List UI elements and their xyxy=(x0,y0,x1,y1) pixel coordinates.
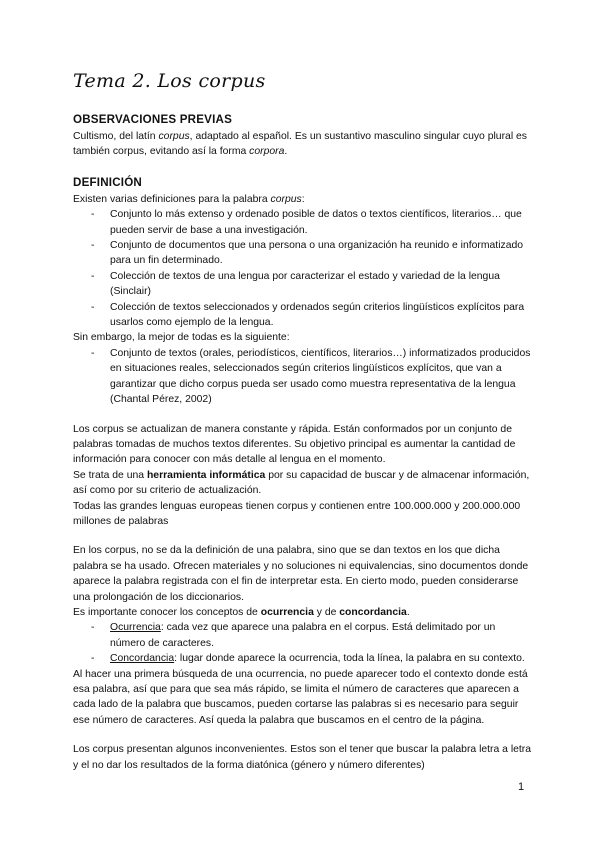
bold-term: ocurrencia xyxy=(260,606,314,618)
page-title: Tema 2. Los corpus xyxy=(73,70,266,92)
list-item: - Conjunto lo más extenso y ordenado posible de datos o textos científicos, literarios… que pueden servir de base a una investigación. xyxy=(73,207,533,238)
better-definition-intro: Sin embargo, la mejor de todas es la siguiente: xyxy=(73,332,290,344)
text-run: y de xyxy=(313,606,340,618)
underlined-term: Ocurrencia xyxy=(110,622,161,634)
italic-term: corpora xyxy=(249,146,285,158)
text-run: Cultismo, del latín xyxy=(73,131,159,142)
paragraph: Al hacer una primera búsqueda de una ocurrencia, no puede aparecer todo el contexto donde está esa palabra, así que para que sea más rápido, se limita el número de caracteres que aparecen a cada lado de la palabra que buscamos, pueden cortarse las palabras si es necesario para seguir ese número de caracteres. Así queda la palabra que buscamos en el centro de la página. xyxy=(73,668,528,726)
list-item: - Conjunto de textos (orales, periodísticos, científicos, literarios…) informatizados producidos en situaciones reales, seleccionados según criterios lingüísticos explícitos, que van a garantizar que dicho corpus pueda ser usado como muestra representativa de la lengua (Chantal Pérez, 2002) xyxy=(73,346,533,408)
concept-list xyxy=(73,620,533,666)
text-run: Existen varias definiciones para la palabra xyxy=(73,193,271,205)
paragraph: En los corpus, no se da la definición de una palabra, sino que se dan textos en los que dicha palabra se ha usado. Ofrecen materiales y no soluciones ni equivalencias, sino documentos donde aparece la palabra registrada con el fin de interpretar esta. En cierto modo, pueden considerarse una prolongación de los diccionarios. xyxy=(73,545,529,603)
text-run: : lugar donde aparece la ocurrencia, toda la línea, la palabra en su contexto. xyxy=(174,653,525,665)
observaciones-paragraph xyxy=(73,129,533,160)
list-item: - Colección de textos seleccionados y ordenados según criterios lingüísticos explícitos para usarlos como ejemplo de la lengua. xyxy=(73,300,533,331)
bold-term: concordancia xyxy=(339,606,407,618)
paragraph: Los corpus presentan algunos inconvenientes. Estos son el tener que buscar la palabra letra a letra y el no dar los resultados de la forma diatónica (género y número diferentes) xyxy=(73,744,532,771)
paragraph xyxy=(73,605,533,620)
text-run: Es importante conocer los conceptos de xyxy=(73,606,261,618)
section-heading-observaciones: OBSERVACIONES PREVIAS xyxy=(73,113,233,126)
list-item: - Conjunto de documentos que una persona o una organización ha reunido e informatizado para un fin determinado. xyxy=(73,238,533,269)
page-number: 1 xyxy=(518,781,525,793)
text-run: . xyxy=(284,146,288,158)
list-item: - Colección de textos de una lengua por caracterizar el estado y variedad de la lengua (Sinclair) xyxy=(73,269,533,300)
underlined-term: Concordancia xyxy=(110,653,175,665)
definition-list xyxy=(73,207,533,330)
text-run: : cada vez que aparece una palabra en el corpus. Está delimitado por un número de caracteres. xyxy=(110,622,496,649)
text-run: : xyxy=(301,193,305,205)
text-run: . xyxy=(406,606,410,618)
document-body xyxy=(73,112,533,773)
definition-intro xyxy=(73,192,533,207)
section-heading-definicion: DEFINICIÓN xyxy=(73,175,142,189)
text-run: , adaptado al español. Es un sustantivo masculino singular cuyo plural es también corpus, evitando así la forma xyxy=(73,131,527,158)
paragraph: Todas las grandes lenguas europeas tienen corpus y contienen entre 100.000.000 y 200.000.000 millones de palabras xyxy=(73,500,521,527)
text-run: Se trata de una xyxy=(73,469,147,481)
list-item xyxy=(73,620,533,651)
italic-term: corpus xyxy=(270,193,302,205)
text-run: por su capacidad de buscar y de almacenar información, así como por su criterio de actualización. xyxy=(73,469,530,497)
paragraph xyxy=(73,468,533,499)
italic-term: corpus xyxy=(158,131,190,142)
bold-term: herramienta informática xyxy=(146,469,266,481)
paragraph: Los corpus se actualizan de manera constante y rápida. Están conformados por un conjunto de palabras tomadas de muchos textos diferentes. Su objetivo principal es aumentar la cantidad de información para conocer con más detalle al lengua en el momento. xyxy=(73,423,516,466)
best-definition-list xyxy=(73,346,533,408)
list-item xyxy=(73,651,533,666)
